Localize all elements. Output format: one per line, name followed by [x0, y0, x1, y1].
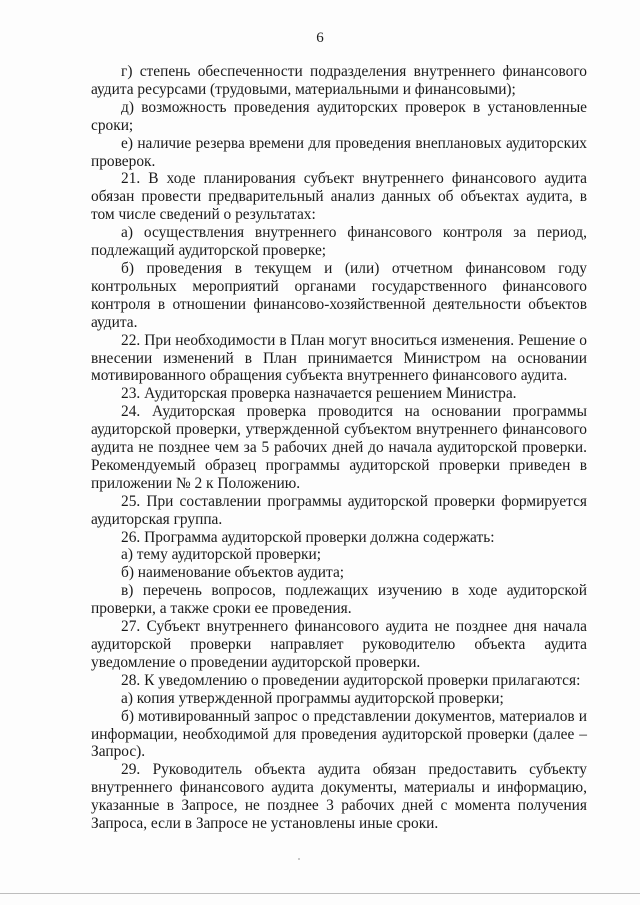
- paragraph-28-a: а) копия утвержденной программы аудиторской проверки;: [121, 689, 504, 707]
- paragraph-21: 21. В ходе планирования субъект внутреннего финансового аудита обязан провести предварительный анализ данных об объектах аудита, в том числе сведений о результатах:: [91, 170, 587, 224]
- paragraph-25: 25. При составлении программы аудиторской проверки формируется аудиторская группа.: [91, 492, 587, 528]
- paragraph-22: 22. При необходимости в План могут вноситься изменения. Решение о внесении изменений в План принимается Министром на основании мотивированного обращения субъекта внутреннего финансового аудита.: [91, 331, 587, 385]
- scan-speck: [298, 858, 300, 860]
- document-body: [91, 63, 587, 833]
- scan-edge-line: [0, 893, 640, 894]
- paragraph-28-b: б) мотивированный запрос о представлении документов, материалов и информации, необходимой для проведения аудиторской проверки (далее – Запрос).: [91, 707, 587, 761]
- paragraph-g-resources: г) степень обеспеченности подразделения внутреннего финансового аудита ресурсами (трудовыми, материальными и финансовыми);: [91, 63, 587, 98]
- paragraph-26-a: а) тему аудиторской проверки;: [121, 546, 322, 564]
- paragraph-26-v: в) перечень вопросов, подлежащих изучению в ходе аудиторской проверки, а также сроки ее проведения.: [91, 582, 587, 618]
- page-number: 6: [316, 30, 324, 46]
- paragraph-21-b: б) проведения в текущем и (или) отчетном финансовом году контрольных мероприятий органами государственного финансового контроля в отношении финансово-хозяйственной деятельности объектов аудита.: [91, 259, 587, 331]
- paragraph-23: 23. Аудиторская проверка назначается решением Министра.: [121, 385, 517, 403]
- paragraph-27: 27. Субъект внутреннего финансового аудита не позднее дня начала аудиторской проверки направляет руководителю объекта аудита уведомление о проведении аудиторской проверки.: [91, 618, 587, 671]
- paragraph-26: 26. Программа аудиторской проверки должна содержать:: [121, 528, 495, 546]
- paragraph-28: 28. К уведомлению о проведении аудиторской проверки прилагаются:: [121, 671, 581, 689]
- paragraph-24: 24. Аудиторская проверка проводится на основании программы аудиторской проверки, утвержденной субъектом внутреннего финансового аудита не позднее чем за 5 рабочих дней до начала аудиторской проверки. Рекомендуемый образец программы аудиторской проверки приведен в приложении № 2 к Положению.: [91, 403, 587, 492]
- paragraph-d-possibility: д) возможность проведения аудиторских проверок в установленные сроки;: [91, 98, 587, 134]
- paragraph-29: 29. Руководитель объекта аудита обязан предоставить субъекту внутреннего финансового аудита документы, материалы и информацию, указанные в Запросе, не позднее 3 рабочих дней с момента получения Запроса, если в Запросе не установлены иные сроки.: [91, 761, 587, 833]
- paragraph-21-a: а) осуществления внутреннего финансового контроля за период, подлежащий аудиторской проверке;: [91, 224, 587, 260]
- paragraph-e-reserve: е) наличие резерва времени для проведения внеплановых аудиторских проверок.: [91, 134, 587, 170]
- paragraph-26-b: б) наименование объектов аудита;: [121, 564, 345, 582]
